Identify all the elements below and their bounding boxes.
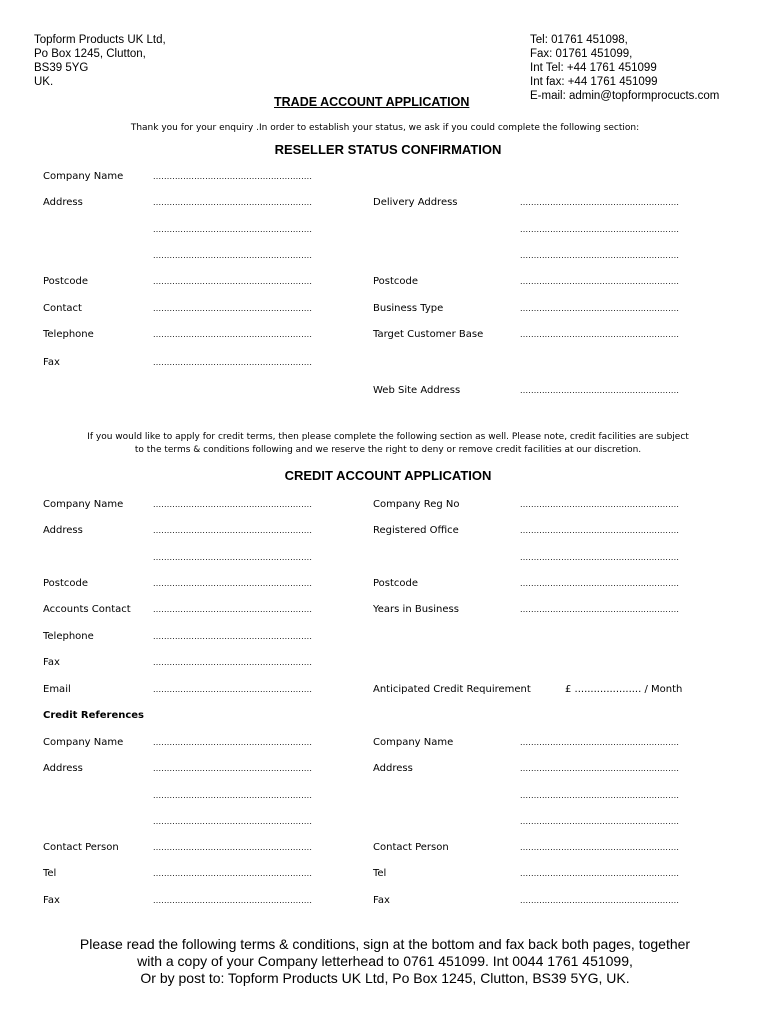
address-field-1[interactable]: .......................................................... xyxy=(153,198,313,207)
address-line: UK. xyxy=(34,76,54,88)
credit-note xyxy=(0,431,770,457)
credit-telephone-field[interactable]: .......................................................... xyxy=(153,632,313,641)
credit-address-field-1[interactable]: .......................................................... xyxy=(153,526,313,535)
ref1-address-field-3[interactable]: .......................................................... xyxy=(153,817,313,826)
ref1-tel-field[interactable]: .......................................................... xyxy=(153,869,313,878)
ref1-address-field-1[interactable]: .......................................................... xyxy=(153,764,313,773)
credit-company-name-label: Company Name xyxy=(43,499,124,510)
ref2-contact-person-label: Contact Person xyxy=(373,842,449,853)
company-name-label: Company Name xyxy=(43,171,124,182)
contact-email: E-mail: admin@topformprocucts.com xyxy=(530,90,720,102)
ref2-address-field-1[interactable]: .......................................................... xyxy=(520,764,680,773)
reseller-heading: RESELLER STATUS CONFIRMATION xyxy=(274,142,502,157)
ref1-address-label: Address xyxy=(43,763,83,774)
address-field-2[interactable]: .......................................................... xyxy=(153,225,313,234)
footer-line: Or by post to: Topform Products UK Ltd, Po Box 1245, Clutton, BS39 5YG, UK. xyxy=(140,970,630,986)
delivery-address-field-3[interactable]: .......................................................... xyxy=(520,251,680,260)
email-field[interactable]: .......................................................... xyxy=(153,685,313,694)
footer-line: Please read the following terms & conditions, sign at the bottom and fax back both pages, together xyxy=(79,936,691,952)
ref1-address-field-2[interactable]: .......................................................... xyxy=(153,791,313,800)
intro-text: Thank you for your enquiry .In order to establish your status, we ask if you could complete the following section: xyxy=(130,123,640,133)
credit-postcode-field[interactable]: .......................................................... xyxy=(153,579,313,588)
company-name-field[interactable]: .......................................................... xyxy=(153,172,313,181)
anticipated-credit-label: Anticipated Credit Requirement xyxy=(373,684,531,695)
years-in-business-label: Years in Business xyxy=(373,604,459,615)
address-field-3[interactable]: .......................................................... xyxy=(153,251,313,260)
footer-instructions xyxy=(0,936,770,987)
registered-postcode-label: Postcode xyxy=(373,578,419,589)
credit-heading: CREDIT ACCOUNT APPLICATION xyxy=(284,468,492,483)
telephone-label: Telephone xyxy=(43,329,94,340)
credit-company-name-field[interactable]: .......................................................... xyxy=(153,500,313,509)
credit-references-heading: Credit References xyxy=(43,710,145,721)
credit-address-field-2[interactable]: .......................................................... xyxy=(153,553,313,562)
ref2-address-field-2[interactable]: .......................................................... xyxy=(520,791,680,800)
delivery-address-field-1[interactable]: .......................................................... xyxy=(520,198,680,207)
address-line: BS39 5YG xyxy=(34,62,89,74)
ref1-fax-label: Fax xyxy=(43,895,60,906)
contact-details xyxy=(530,33,719,103)
contact-int-fax: Int fax: +44 1761 451099 xyxy=(530,76,658,88)
ref1-contact-person-field[interactable]: .......................................................... xyxy=(153,843,313,852)
contact-field[interactable]: .......................................................... xyxy=(153,304,313,313)
delivery-address-label: Delivery Address xyxy=(373,197,458,208)
ref1-fax-field[interactable]: .......................................................... xyxy=(153,896,313,905)
ref2-address-label: Address xyxy=(373,763,413,774)
credit-fax-field[interactable]: .......................................................... xyxy=(153,658,313,667)
target-customer-base-field[interactable]: .......................................................... xyxy=(520,330,680,339)
credit-note-line: to the terms & conditions following and we reserve the right to deny or remove credit facilities at our discretion. xyxy=(134,445,642,455)
ref1-company-name-field[interactable]: .......................................................... xyxy=(153,738,313,747)
credit-note-line: If you would like to apply for credit terms, then please complete the following section as well. Please note, credit facilities are subject xyxy=(87,432,689,442)
credit-postcode-label: Postcode xyxy=(43,578,89,589)
ref1-company-name-label: Company Name xyxy=(43,737,124,748)
credit-fax-label: Fax xyxy=(43,657,60,668)
ref2-company-name-label: Company Name xyxy=(373,737,454,748)
contact-fax: Fax: 01761 451099, xyxy=(530,48,633,60)
company-reg-no-label: Company Reg No xyxy=(373,499,460,510)
delivery-postcode-label: Postcode xyxy=(373,276,419,287)
footer-line: with a copy of your Company letterhead to 0761 451099. Int 0044 1761 451099, xyxy=(137,953,633,969)
ref2-fax-label: Fax xyxy=(373,895,390,906)
contact-tel: Tel: 01761 451098, xyxy=(530,34,628,46)
company-reg-no-field[interactable]: .......................................................... xyxy=(520,500,680,509)
address-label: Address xyxy=(43,197,83,208)
address-line: Topform Products UK Ltd, xyxy=(34,34,166,46)
web-site-address-field[interactable]: .......................................................... xyxy=(520,386,680,395)
ref2-contact-person-field[interactable]: .......................................................... xyxy=(520,843,680,852)
registered-office-field-1[interactable]: .......................................................... xyxy=(520,526,680,535)
contact-int-tel: Int Tel: +44 1761 451099 xyxy=(530,62,657,74)
postcode-label: Postcode xyxy=(43,276,89,287)
email-label: Email xyxy=(43,684,71,695)
contact-label: Contact xyxy=(43,303,82,314)
delivery-address-field-2[interactable]: .......................................................... xyxy=(520,225,680,234)
credit-telephone-label: Telephone xyxy=(43,631,94,642)
postcode-field[interactable]: .......................................................... xyxy=(153,277,313,286)
ref2-company-name-field[interactable]: .......................................................... xyxy=(520,738,680,747)
target-customer-base-label: Target Customer Base xyxy=(373,329,484,340)
registered-office-label: Registered Office xyxy=(373,525,459,536)
registered-postcode-field[interactable]: .......................................................... xyxy=(520,579,680,588)
delivery-postcode-field[interactable]: .......................................................... xyxy=(520,277,680,286)
business-type-field[interactable]: .......................................................... xyxy=(520,304,680,313)
ref2-tel-label: Tel xyxy=(373,868,387,879)
business-type-label: Business Type xyxy=(373,303,444,314)
accounts-contact-field[interactable]: .......................................................... xyxy=(153,605,313,614)
accounts-contact-label: Accounts Contact xyxy=(43,604,131,615)
fax-field[interactable]: .......................................................... xyxy=(153,358,313,367)
web-site-address-label: Web Site Address xyxy=(373,385,461,396)
ref2-tel-field[interactable]: .......................................................... xyxy=(520,869,680,878)
telephone-field[interactable]: .......................................................... xyxy=(153,330,313,339)
fax-label: Fax xyxy=(43,357,60,368)
form-title: TRADE ACCOUNT APPLICATION xyxy=(274,95,470,109)
registered-office-field-2[interactable]: .......................................................... xyxy=(520,553,680,562)
address-line: Po Box 1245, Clutton, xyxy=(34,48,146,60)
ref1-tel-label: Tel xyxy=(43,868,57,879)
credit-address-label: Address xyxy=(43,525,83,536)
company-address xyxy=(34,33,166,89)
years-in-business-field[interactable]: .......................................................... xyxy=(520,605,680,614)
ref2-address-field-3[interactable]: .......................................................... xyxy=(520,817,680,826)
ref1-contact-person-label: Contact Person xyxy=(43,842,119,853)
ref2-fax-field[interactable]: .......................................................... xyxy=(520,896,680,905)
anticipated-credit-field[interactable]: £ ..................... / Month xyxy=(565,684,683,695)
